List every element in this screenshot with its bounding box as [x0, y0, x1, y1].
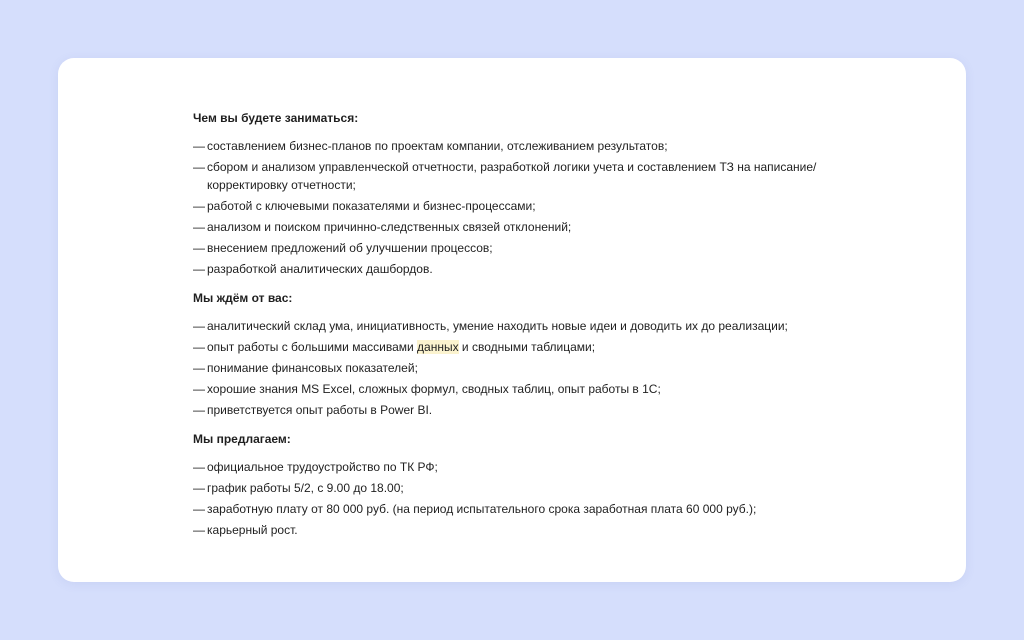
- list-item-text-before: опыт работы с большими массивами: [207, 340, 418, 354]
- list-item: [193, 260, 833, 278]
- dash-marker: —: [193, 220, 205, 234]
- dash-marker: —: [193, 523, 205, 537]
- list-item: [193, 521, 833, 539]
- dash-marker: —: [193, 199, 205, 213]
- list-item: [193, 479, 833, 497]
- list-item-text: внесением предложений об улучшении процессов;: [207, 241, 493, 255]
- list-item: [193, 239, 833, 257]
- list-item-text: составлением бизнес-планов по проектам компании, отслеживанием результатов;: [207, 139, 668, 153]
- list-item: [193, 458, 833, 476]
- highlighted-word: данных: [417, 340, 459, 354]
- list-item: [193, 359, 833, 377]
- section-responsibilities: [193, 109, 833, 278]
- section-offer: [193, 430, 833, 539]
- list-item-text: приветствуется опыт работы в Power BI.: [207, 403, 433, 417]
- list-item: [193, 338, 833, 356]
- list-item: [193, 137, 833, 155]
- dash-marker: —: [193, 481, 205, 495]
- list-item: [193, 158, 833, 194]
- requirements-list: [193, 317, 833, 419]
- dash-marker: —: [193, 262, 205, 276]
- list-item-text: аналитический склад ума, инициативность, умение находить новые идеи и доводить их до реализации;: [207, 319, 788, 333]
- list-item-text: сбором и анализом управленческой отчетности, разработкой логики учета и составлением ТЗ на написание/ корректировку отчетности;: [207, 160, 817, 192]
- list-item-text: анализом и поиском причинно-следственных связей отклонений;: [207, 220, 572, 234]
- dash-marker: —: [193, 319, 205, 333]
- list-item-text: понимание финансовых показателей;: [207, 361, 418, 375]
- dash-marker: —: [193, 460, 205, 474]
- list-item-text-after: и сводными таблицами;: [458, 340, 596, 354]
- section-title: Чем вы будете заниматься:: [193, 111, 359, 125]
- section-title: Мы предлагаем:: [193, 432, 291, 446]
- job-description-content: [193, 109, 833, 542]
- list-item-text: разработкой аналитических дашбордов.: [207, 262, 433, 276]
- list-item: [193, 401, 833, 419]
- dash-marker: —: [193, 382, 205, 396]
- dash-marker: —: [193, 403, 205, 417]
- job-description-card: [58, 58, 966, 582]
- list-item-text: график работы 5/2, с 9.00 до 18.00;: [207, 481, 404, 495]
- dash-marker: —: [193, 361, 205, 375]
- list-item: [193, 218, 833, 236]
- list-item-text: заработную плату от 80 000 руб. (на период испытательного срока заработная плата 60 000 руб.);: [207, 502, 757, 516]
- responsibilities-list: [193, 137, 833, 278]
- list-item-text: работой с ключевыми показателями и бизнес-процессами;: [207, 199, 536, 213]
- section-requirements: [193, 289, 833, 419]
- list-item: [193, 317, 833, 335]
- dash-marker: —: [193, 502, 205, 516]
- list-item: [193, 197, 833, 215]
- dash-marker: —: [193, 139, 205, 153]
- offer-list: [193, 458, 833, 539]
- list-item: [193, 380, 833, 398]
- section-title: Мы ждём от вас:: [193, 291, 293, 305]
- list-item-text: карьерный рост.: [207, 523, 298, 537]
- list-item: [193, 500, 833, 518]
- dash-marker: —: [193, 241, 205, 255]
- dash-marker: —: [193, 160, 205, 174]
- list-item-text: хорошие знания MS Excel, сложных формул, сводных таблиц, опыт работы в 1С;: [207, 382, 661, 396]
- list-item-text: официальное трудоустройство по ТК РФ;: [207, 460, 438, 474]
- dash-marker: —: [193, 340, 205, 354]
